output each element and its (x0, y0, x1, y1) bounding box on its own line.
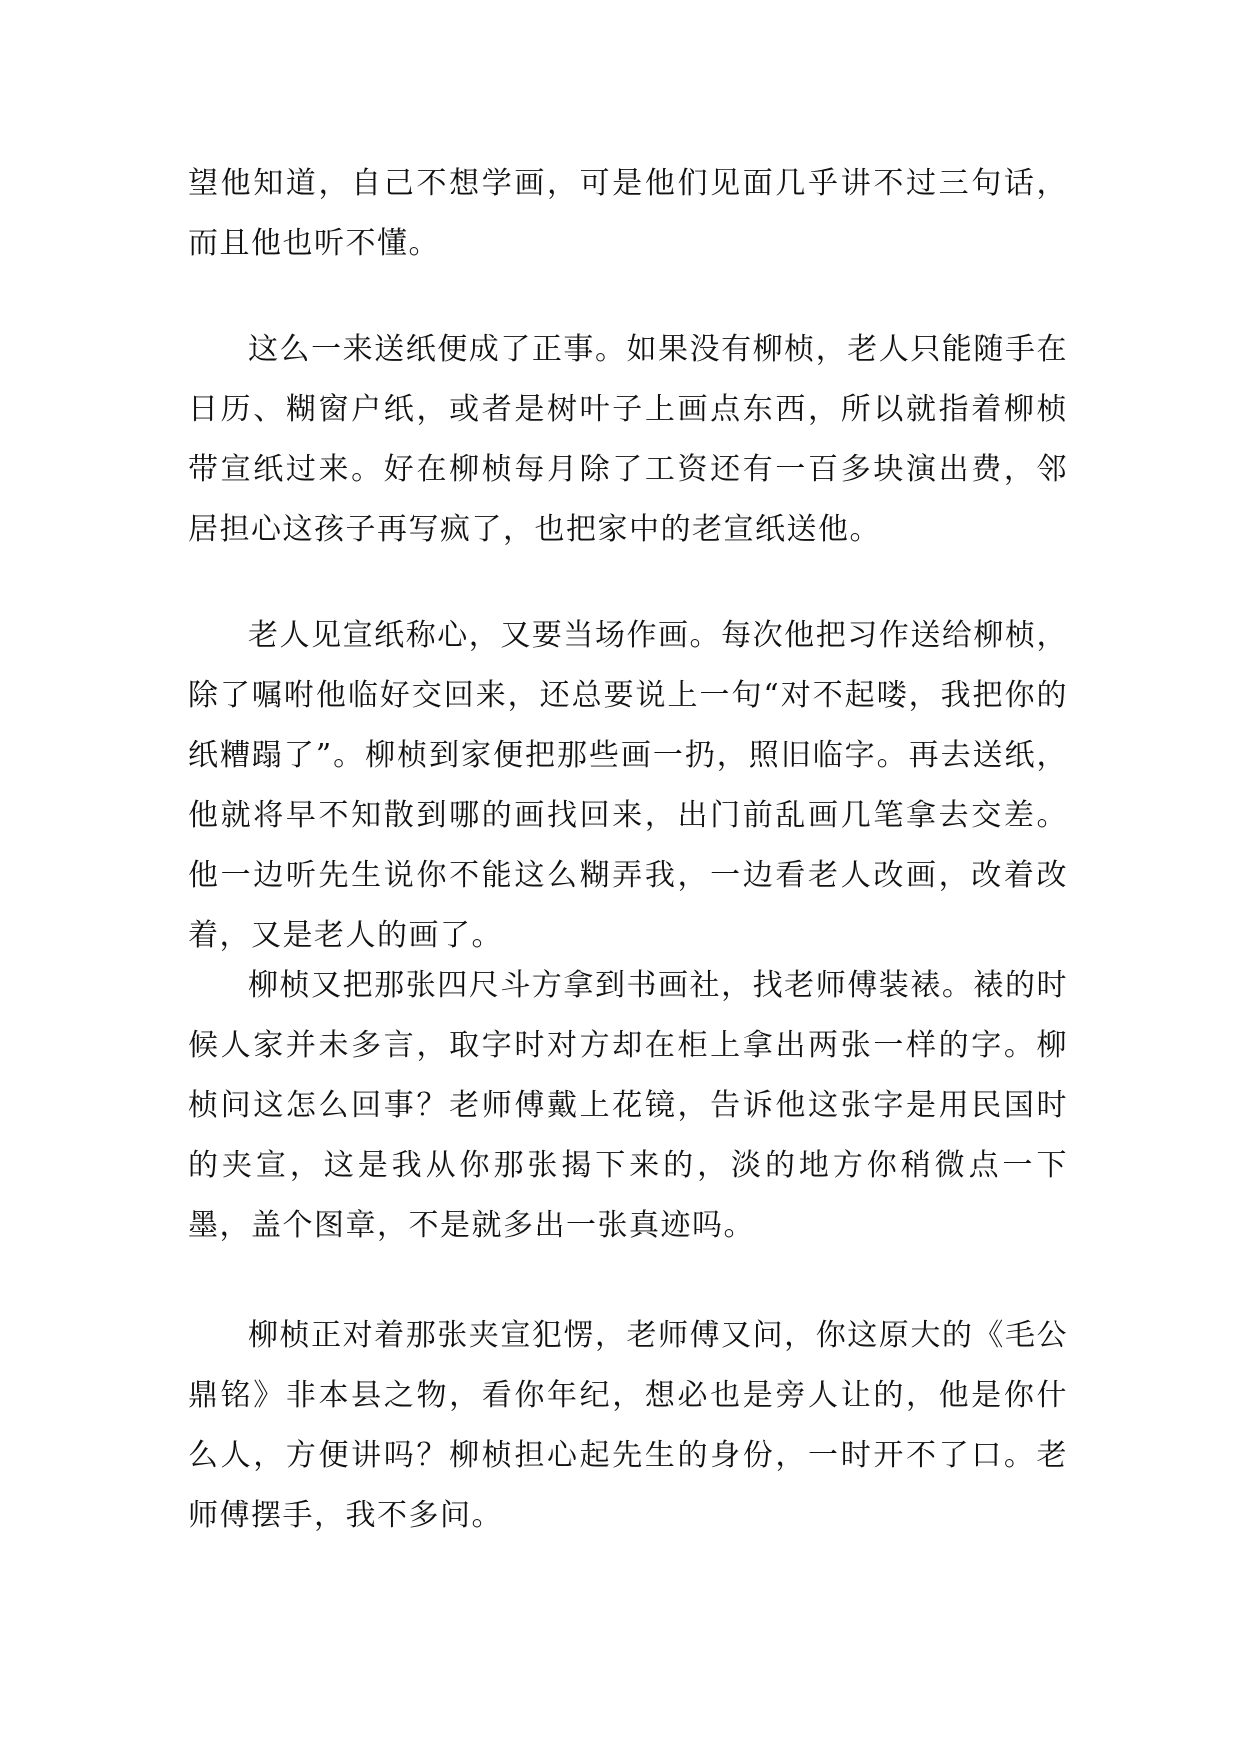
paragraph-3: 老人见宣纸称心，又要当场作画。每次他把习作送给柳桢，除了嘱咐他临好交回来，还总要说上一句“对不起喽，我把你的纸糟蹋了”。柳桢到家便把那些画一扔，照旧临字。再去送纸，他就将早不知散到哪的画找回来，出门前乱画几笔拿去交差。他一边听先生说你不能这么糊弄我，一边看老人改画，改着改着，又是老人的画了。 (188, 618, 1068, 953)
paragraph-4: 柳桢又把那张四尺斗方拿到书画社，找老师傅装裱。裱的时候人家并未多言，取字时对方却在柜上拿出两张一样的字。柳桢问这怎么回事？老师傅戴上花镜，告诉他这张字是用民国时的夹宣，这是我从你那张揭下来的，淡的地方你稍微点一下墨，盖个图章，不是就多出一张真迹吗。 (188, 968, 1068, 1243)
paragraph-2: 这么一来送纸便成了正事。如果没有柳桢，老人只能随手在日历、糊窗户纸，或者是树叶子上画点东西，所以就指着柳桢带宣纸过来。好在柳桢每月除了工资还有一百多块演出费，邻居担心这孩子再写疯了，也把家中的老宣纸送他。 (188, 332, 1068, 547)
paragraph-1: 望他知道，自己不想学画，可是他们见面几乎讲不过三句话，而且他也听不懂。 (188, 166, 1068, 261)
paragraph-5: 柳桢正对着那张夹宣犯愣，老师傅又问，你这原大的《毛公鼎铭》非本县之物，看你年纪，想必也是旁人让的，他是你什么人，方便讲吗？柳桢担心起先生的身份，一时开不了口。老师傅摆手，我不多问。 (188, 1318, 1068, 1533)
